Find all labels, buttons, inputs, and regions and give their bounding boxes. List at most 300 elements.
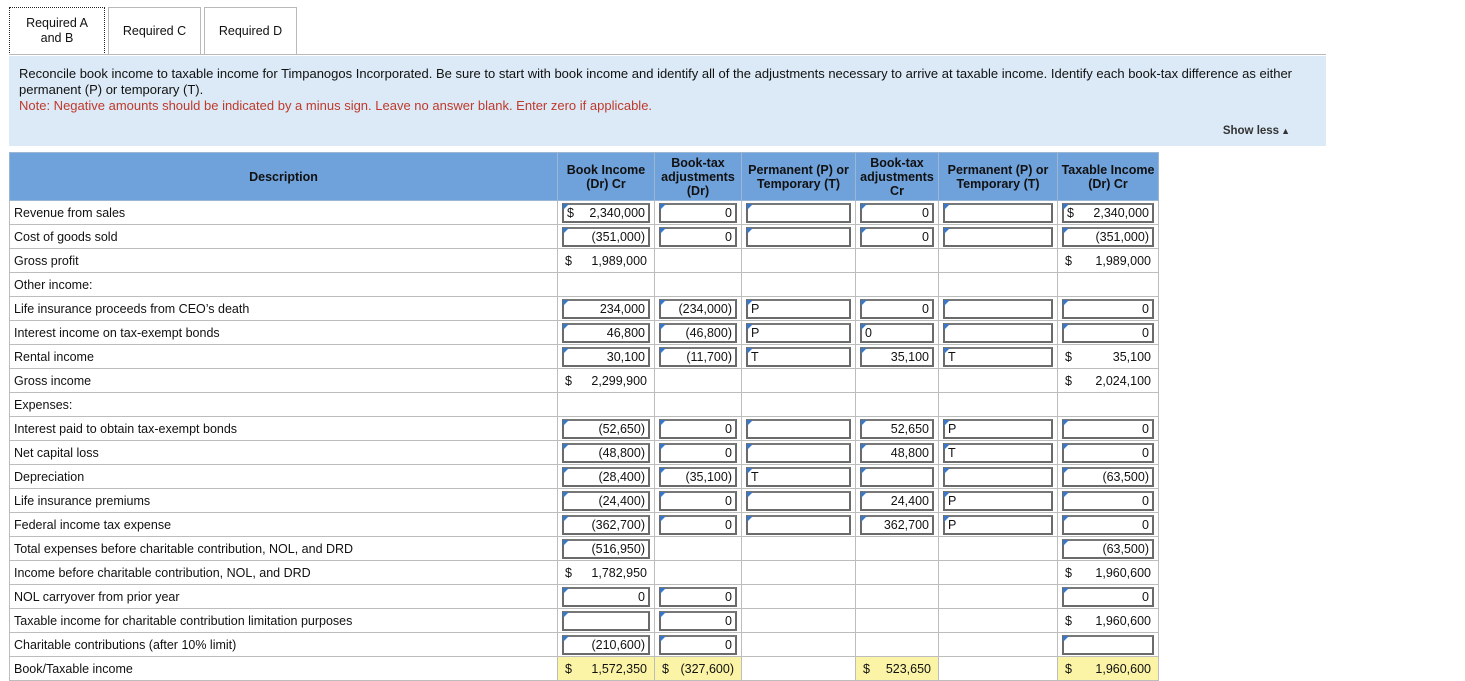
perm-temp-1-value: P <box>751 325 760 340</box>
adjustment-cr-cell <box>856 201 939 225</box>
perm-temp-1-cell <box>742 417 856 441</box>
taxable-income-value: 0 <box>1142 301 1149 316</box>
taxable-income-value: (351,000) <box>1095 229 1149 244</box>
perm-temp-2-cell <box>939 321 1058 345</box>
table-row <box>10 465 1159 489</box>
book-income-cell <box>558 201 655 225</box>
perm-temp-2-cell <box>939 417 1058 441</box>
header-taxable-income: Taxable Income (Dr) Cr <box>1058 153 1159 201</box>
book-income-input[interactable] <box>562 443 650 463</box>
dollar-sign: $ <box>1065 565 1072 580</box>
adjustment-dr-cell <box>655 609 742 633</box>
perm-temp-2-cell <box>939 489 1058 513</box>
book-income-value-wrap <box>562 254 650 268</box>
perm-temp-2-cell <box>939 201 1058 225</box>
adjustment-dr-cell <box>655 489 742 513</box>
book-income-input[interactable] <box>562 467 650 487</box>
perm-temp-2-cell <box>939 537 1058 561</box>
adjustment-dr-input[interactable] <box>659 491 737 511</box>
book-income-value-wrap <box>562 662 650 676</box>
taxable-income-cell <box>1058 321 1159 345</box>
adjustment-dr-input[interactable] <box>659 515 737 535</box>
taxable-income-input[interactable] <box>1062 467 1154 487</box>
book-income-input[interactable] <box>562 587 650 607</box>
taxable-income-cell <box>1058 537 1159 561</box>
table-body <box>10 201 1159 681</box>
perm-temp-1-input[interactable] <box>746 443 851 463</box>
taxable-income-value-wrap <box>1062 254 1154 268</box>
adjustment-dr-value: 0 <box>725 589 732 604</box>
book-income-value: 46,800 <box>606 325 645 340</box>
taxable-income-value-wrap <box>1062 662 1154 676</box>
row-description: NOL carryover from prior year <box>10 585 558 609</box>
adjustment-cr-input[interactable] <box>860 203 934 223</box>
adjustment-dr-cell <box>655 225 742 249</box>
adjustment-dr-input[interactable] <box>659 467 737 487</box>
tab-bar <box>9 7 300 55</box>
perm-temp-2-input[interactable] <box>943 227 1053 247</box>
taxable-income-value: 1,960,600 <box>1095 661 1151 676</box>
book-income-input[interactable] <box>562 227 650 247</box>
table-row <box>10 345 1159 369</box>
adjustment-dr-input[interactable] <box>659 587 737 607</box>
adjustment-dr-cell <box>655 345 742 369</box>
taxable-income-input[interactable] <box>1062 203 1154 223</box>
book-income-cell <box>558 489 655 513</box>
book-income-input[interactable] <box>562 491 650 511</box>
perm-temp-2-input[interactable] <box>943 491 1053 511</box>
adjustment-cr-cell <box>856 633 939 657</box>
book-income-value: (28,400) <box>598 469 645 484</box>
header-adjustments-dr: Book-tax adjustments (Dr) <box>655 153 742 201</box>
perm-temp-1-cell <box>742 465 856 489</box>
taxable-income-input[interactable] <box>1062 227 1154 247</box>
adjustment-cr-cell <box>856 369 939 393</box>
row-description: Cost of goods sold <box>10 225 558 249</box>
adjustment-dr-cell <box>655 369 742 393</box>
book-income-input[interactable] <box>562 635 650 655</box>
perm-temp-1-cell <box>742 633 856 657</box>
perm-temp-2-input[interactable] <box>943 443 1053 463</box>
adjustment-dr-value: 0 <box>725 517 732 532</box>
row-description: Revenue from sales <box>10 201 558 225</box>
taxable-income-input[interactable] <box>1062 515 1154 535</box>
book-income-value: 30,100 <box>606 349 645 364</box>
adjustment-cr-cell <box>856 489 939 513</box>
perm-temp-1-value: P <box>751 301 760 316</box>
dollar-sign: $ <box>1065 661 1072 676</box>
table-row <box>10 249 1159 273</box>
adjustment-cr-value: 0 <box>865 325 872 340</box>
perm-temp-1-cell <box>742 201 856 225</box>
perm-temp-2-value: P <box>948 421 957 436</box>
tab-required-c[interactable] <box>108 7 201 55</box>
perm-temp-2-cell <box>939 369 1058 393</box>
taxable-income-value: 35,100 <box>1112 349 1151 364</box>
book-income-cell <box>558 417 655 441</box>
row-description: Taxable income for charitable contribution limitation purposes <box>10 609 558 633</box>
adjustment-dr-value: (327,600) <box>680 661 734 676</box>
perm-temp-2-value: P <box>948 517 957 532</box>
dollar-sign: $ <box>1065 253 1072 268</box>
row-description: Net capital loss <box>10 441 558 465</box>
triangle-up-icon: ▲ <box>1281 126 1290 136</box>
adjustment-dr-value-wrap <box>659 662 737 676</box>
book-income-value-wrap <box>562 566 650 580</box>
instructions-text: Reconcile book income to taxable income for Timpanogos Incorporated. Be sure to start with book income and identify all of the adjustments necessary to arrive at taxable income. Identify each book-tax difference as either permanent (P) or temporary (T). <box>19 66 1293 97</box>
perm-temp-2-value: T <box>948 445 956 460</box>
book-income-input[interactable] <box>562 299 650 319</box>
reconciliation-table <box>9 152 1159 681</box>
taxable-income-cell <box>1058 345 1159 369</box>
tab-required-d[interactable] <box>204 7 297 55</box>
perm-temp-1-input[interactable] <box>746 467 851 487</box>
table-row <box>10 201 1159 225</box>
adjustment-cr-input[interactable] <box>860 347 934 367</box>
row-description: Interest paid to obtain tax-exempt bonds <box>10 417 558 441</box>
table-row <box>10 561 1159 585</box>
book-income-cell <box>558 561 655 585</box>
adjustment-cr-value: 24,400 <box>890 493 929 508</box>
book-income-value-wrap <box>562 374 650 388</box>
book-income-cell <box>558 609 655 633</box>
book-income-value: 0 <box>638 589 645 604</box>
empty-cell <box>742 393 856 417</box>
book-income-value: 234,000 <box>599 301 645 316</box>
adjustment-cr-input[interactable] <box>860 227 934 247</box>
adjustment-cr-cell <box>856 249 939 273</box>
book-income-value: 1,782,950 <box>591 565 647 580</box>
table-row <box>10 393 1159 417</box>
perm-temp-2-cell <box>939 585 1058 609</box>
perm-temp-1-cell <box>742 249 856 273</box>
adjustment-dr-cell <box>655 465 742 489</box>
dollar-sign: $ <box>565 661 572 676</box>
adjustment-dr-input[interactable] <box>659 203 737 223</box>
adjustment-cr-input[interactable] <box>860 467 934 487</box>
adjustment-cr-cell <box>856 585 939 609</box>
header-perm-temp-1: Permanent (P) or Temporary (T) <box>742 153 856 201</box>
dollar-sign: $ <box>662 661 669 676</box>
taxable-income-value: 1,960,600 <box>1095 613 1151 628</box>
taxable-income-cell <box>1058 633 1159 657</box>
book-income-input[interactable] <box>562 323 650 343</box>
taxable-income-cell <box>1058 417 1159 441</box>
adjustment-dr-input[interactable] <box>659 347 737 367</box>
tab-divider <box>9 54 1326 55</box>
perm-temp-2-cell <box>939 225 1058 249</box>
perm-temp-1-value: T <box>751 349 759 364</box>
adjustment-cr-cell <box>856 441 939 465</box>
table-row <box>10 225 1159 249</box>
adjustment-cr-cell <box>856 513 939 537</box>
perm-temp-2-input[interactable] <box>943 467 1053 487</box>
show-less-link[interactable] <box>1223 123 1290 139</box>
taxable-income-value: 0 <box>1142 421 1149 436</box>
adjustment-dr-cell <box>655 201 742 225</box>
header-adjustments-cr: Book-tax adjustments Cr <box>856 153 939 201</box>
perm-temp-2-value: T <box>948 349 956 364</box>
row-description: Depreciation <box>10 465 558 489</box>
adjustment-dr-value: 0 <box>725 229 732 244</box>
taxable-income-cell <box>1058 441 1159 465</box>
empty-cell <box>1058 273 1159 297</box>
taxable-income-cell <box>1058 369 1159 393</box>
dollar-sign: $ <box>1065 613 1072 628</box>
adjustment-cr-value: 0 <box>922 229 929 244</box>
empty-cell <box>558 393 655 417</box>
perm-temp-1-cell <box>742 513 856 537</box>
taxable-income-input[interactable] <box>1062 299 1154 319</box>
row-description: Charitable contributions (after 10% limit) <box>10 633 558 657</box>
book-income-cell <box>558 441 655 465</box>
adjustment-cr-value: 523,650 <box>885 661 931 676</box>
perm-temp-1-input[interactable] <box>746 347 851 367</box>
taxable-income-cell <box>1058 489 1159 513</box>
adjustment-cr-value: 0 <box>922 301 929 316</box>
dollar-sign: $ <box>565 253 572 268</box>
row-description: Rental income <box>10 345 558 369</box>
perm-temp-1-input[interactable] <box>746 323 851 343</box>
adjustment-cr-cell <box>856 417 939 441</box>
adjustment-dr-cell <box>655 321 742 345</box>
table-row <box>10 513 1159 537</box>
book-income-input[interactable] <box>562 419 650 439</box>
header-book-income: Book Income (Dr) Cr <box>558 153 655 201</box>
adjustment-cr-value: 48,800 <box>890 445 929 460</box>
adjustment-cr-input[interactable] <box>860 515 934 535</box>
perm-temp-1-cell <box>742 489 856 513</box>
empty-cell <box>856 273 939 297</box>
empty-cell <box>939 273 1058 297</box>
dollar-sign: $ <box>1067 205 1074 220</box>
taxable-income-value: 1,960,600 <box>1095 565 1151 580</box>
perm-temp-1-cell <box>742 561 856 585</box>
book-income-cell <box>558 345 655 369</box>
dollar-sign: $ <box>565 565 572 580</box>
perm-temp-2-input[interactable] <box>943 299 1053 319</box>
adjustment-cr-input[interactable] <box>860 443 934 463</box>
taxable-income-cell <box>1058 465 1159 489</box>
taxable-income-input[interactable] <box>1062 443 1154 463</box>
adjustment-dr-cell <box>655 561 742 585</box>
table-row <box>10 273 1159 297</box>
table-row <box>10 321 1159 345</box>
taxable-income-value: 2,024,100 <box>1095 373 1151 388</box>
adjustment-dr-value: 0 <box>725 445 732 460</box>
empty-cell <box>742 273 856 297</box>
adjustment-dr-cell <box>655 633 742 657</box>
book-income-cell <box>558 633 655 657</box>
perm-temp-1-cell <box>742 441 856 465</box>
taxable-income-cell <box>1058 225 1159 249</box>
table-row <box>10 441 1159 465</box>
perm-temp-1-input[interactable] <box>746 491 851 511</box>
perm-temp-1-cell <box>742 321 856 345</box>
adjustment-dr-cell <box>655 513 742 537</box>
row-description: Total expenses before charitable contribution, NOL, and DRD <box>10 537 558 561</box>
adjustment-dr-input[interactable] <box>659 227 737 247</box>
empty-cell <box>558 273 655 297</box>
table-row <box>10 417 1159 441</box>
perm-temp-1-cell <box>742 297 856 321</box>
adjustment-cr-cell <box>856 297 939 321</box>
taxable-income-cell <box>1058 609 1159 633</box>
table-row <box>10 633 1159 657</box>
taxable-income-value-wrap <box>1062 566 1154 580</box>
taxable-income-input[interactable] <box>1062 539 1154 559</box>
adjustment-cr-value-wrap <box>860 662 934 676</box>
book-income-input[interactable] <box>562 611 650 631</box>
adjustment-dr-input[interactable] <box>659 299 737 319</box>
adjustment-cr-cell <box>856 321 939 345</box>
row-description: Book/Taxable income <box>10 657 558 681</box>
dollar-sign: $ <box>1065 373 1072 388</box>
adjustment-dr-input[interactable] <box>659 419 737 439</box>
adjustment-dr-value: (35,100) <box>685 469 732 484</box>
book-income-value: (351,000) <box>591 229 645 244</box>
book-income-input[interactable] <box>562 347 650 367</box>
table-row <box>10 585 1159 609</box>
perm-temp-1-cell <box>742 225 856 249</box>
perm-temp-1-value: T <box>751 469 759 484</box>
perm-temp-2-cell <box>939 633 1058 657</box>
book-income-value: (516,950) <box>591 541 645 556</box>
taxable-income-cell <box>1058 201 1159 225</box>
header-perm-temp-2: Permanent (P) or Temporary (T) <box>939 153 1058 201</box>
adjustment-dr-value: (11,700) <box>686 349 732 364</box>
adjustment-dr-input[interactable] <box>659 635 737 655</box>
row-description: Interest income on tax-exempt bonds <box>10 321 558 345</box>
perm-temp-2-cell <box>939 609 1058 633</box>
adjustment-dr-input[interactable] <box>659 443 737 463</box>
perm-temp-1-input[interactable] <box>746 419 851 439</box>
tab-required-a-b[interactable] <box>9 7 105 55</box>
book-income-input[interactable] <box>562 515 650 535</box>
instructions-panel <box>9 56 1326 146</box>
book-income-cell <box>558 321 655 345</box>
perm-temp-2-cell <box>939 441 1058 465</box>
perm-temp-2-cell <box>939 297 1058 321</box>
adjustment-dr-cell <box>655 249 742 273</box>
perm-temp-2-input[interactable] <box>943 347 1053 367</box>
taxable-income-input[interactable] <box>1062 419 1154 439</box>
tab-label: Required A and B <box>26 16 88 45</box>
book-income-input[interactable] <box>562 203 650 223</box>
perm-temp-2-cell <box>939 513 1058 537</box>
row-description: Expenses: <box>10 393 558 417</box>
adjustment-cr-value: 362,700 <box>883 517 929 532</box>
adjustment-cr-cell <box>856 537 939 561</box>
instructions-note: Note: Negative amounts should be indicated by a minus sign. Leave no answer blank. Enter zero if applicable. <box>19 98 653 113</box>
adjustment-dr-value: (46,800) <box>685 325 732 340</box>
taxable-income-input[interactable] <box>1062 587 1154 607</box>
empty-cell <box>655 273 742 297</box>
adjustment-cr-value: 52,650 <box>890 421 929 436</box>
book-income-value: (24,400) <box>598 493 645 508</box>
adjustment-dr-value: 0 <box>725 421 732 436</box>
book-income-value: 2,299,900 <box>591 373 647 388</box>
book-income-value: 1,989,000 <box>591 253 647 268</box>
perm-temp-1-input[interactable] <box>746 299 851 319</box>
adjustment-dr-cell <box>655 417 742 441</box>
perm-temp-1-input[interactable] <box>746 515 851 535</box>
book-income-value: (52,650) <box>598 421 645 436</box>
book-income-cell <box>558 465 655 489</box>
book-income-cell <box>558 297 655 321</box>
perm-temp-1-cell <box>742 345 856 369</box>
perm-temp-2-input[interactable] <box>943 203 1053 223</box>
taxable-income-value-wrap <box>1062 350 1154 364</box>
adjustment-cr-value: 0 <box>922 205 929 220</box>
book-income-cell <box>558 585 655 609</box>
perm-temp-2-input[interactable] <box>943 419 1053 439</box>
book-income-value: (210,600) <box>591 637 645 652</box>
book-income-cell <box>558 513 655 537</box>
row-description: Gross profit <box>10 249 558 273</box>
adjustment-cr-cell <box>856 345 939 369</box>
perm-temp-2-input[interactable] <box>943 323 1053 343</box>
perm-temp-2-cell <box>939 465 1058 489</box>
dollar-sign: $ <box>1065 349 1072 364</box>
perm-temp-1-input[interactable] <box>746 227 851 247</box>
taxable-income-input[interactable] <box>1062 323 1154 343</box>
adjustment-dr-value: 0 <box>725 493 732 508</box>
adjustment-dr-input[interactable] <box>659 323 737 343</box>
adjustment-dr-cell <box>655 441 742 465</box>
header-row <box>10 153 1159 201</box>
taxable-income-value: 2,340,000 <box>1093 205 1149 220</box>
dollar-sign: $ <box>863 661 870 676</box>
empty-cell <box>856 393 939 417</box>
book-income-cell <box>558 249 655 273</box>
empty-cell <box>655 393 742 417</box>
adjustment-cr-input[interactable] <box>860 323 934 343</box>
taxable-income-value-wrap <box>1062 614 1154 628</box>
taxable-income-value: 0 <box>1142 445 1149 460</box>
taxable-income-value-wrap <box>1062 374 1154 388</box>
row-description: Gross income <box>10 369 558 393</box>
adjustment-dr-cell <box>655 537 742 561</box>
taxable-income-input[interactable] <box>1062 635 1154 655</box>
perm-temp-1-cell <box>742 585 856 609</box>
taxable-income-cell <box>1058 249 1159 273</box>
taxable-income-cell <box>1058 561 1159 585</box>
row-description: Life insurance premiums <box>10 489 558 513</box>
adjustment-cr-cell <box>856 465 939 489</box>
perm-temp-1-input[interactable] <box>746 203 851 223</box>
table-row <box>10 609 1159 633</box>
book-income-value: (362,700) <box>591 517 645 532</box>
taxable-income-input[interactable] <box>1062 491 1154 511</box>
adjustment-cr-value: 35,100 <box>890 349 929 364</box>
perm-temp-2-input[interactable] <box>943 515 1053 535</box>
book-income-cell <box>558 369 655 393</box>
perm-temp-1-cell <box>742 369 856 393</box>
book-income-input[interactable] <box>562 539 650 559</box>
perm-temp-1-cell <box>742 537 856 561</box>
adjustment-dr-input[interactable] <box>659 611 737 631</box>
perm-temp-2-cell <box>939 561 1058 585</box>
table-row <box>10 537 1159 561</box>
adjustment-cr-input[interactable] <box>860 419 934 439</box>
adjustment-cr-input[interactable] <box>860 491 934 511</box>
table-row <box>10 489 1159 513</box>
row-description: Income before charitable contribution, NOL, and DRD <box>10 561 558 585</box>
adjustment-cr-input[interactable] <box>860 299 934 319</box>
header-description: Description <box>10 153 558 201</box>
adjustment-dr-value: 0 <box>725 205 732 220</box>
